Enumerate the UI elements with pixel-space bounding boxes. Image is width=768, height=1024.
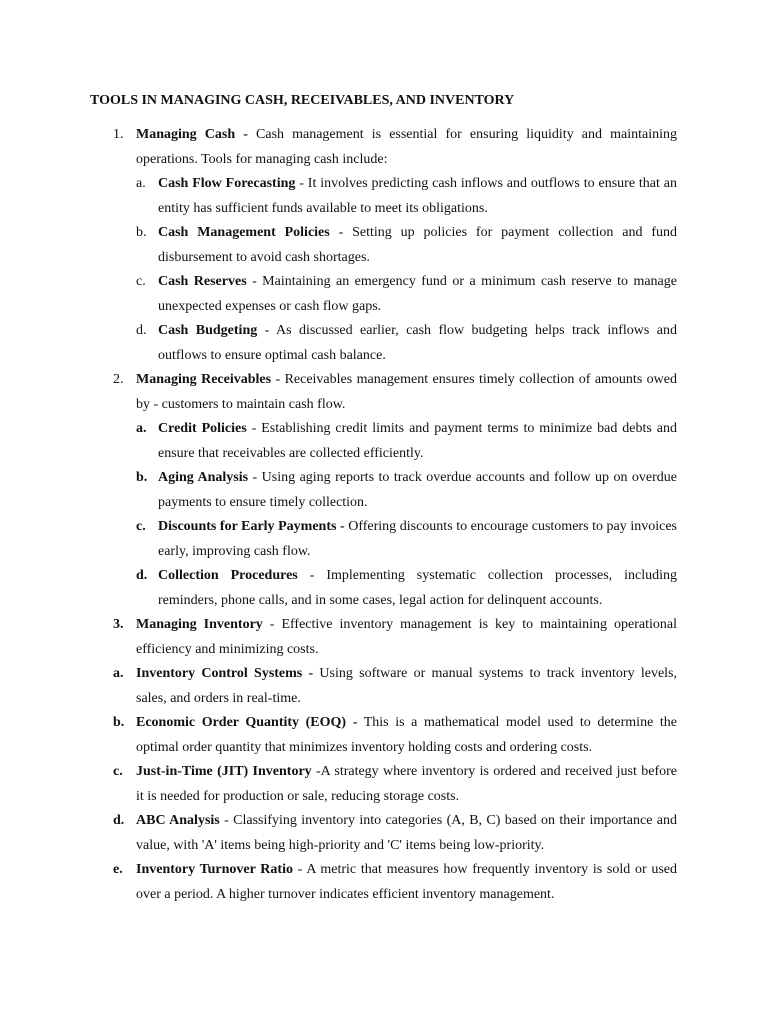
list-marker: d. <box>136 568 148 583</box>
section-text: Cash management is essential for ensuring liquidity and maintaining operations. Tools for managing cash include: <box>136 127 677 167</box>
item-heading: Inventory Turnover Ratio <box>136 862 293 877</box>
item-text: - Setting up policies for payment collection and fund disbursement to avoid cash shortages. <box>158 225 678 265</box>
section-heading: Managing Inventory <box>136 617 263 632</box>
list-item <box>136 564 677 613</box>
item-text: - As discussed earlier, cash flow budgeting helps track inflows and outflows to ensure optimal cash balance. <box>158 323 677 363</box>
item-heading: Discounts for Early Payments - <box>158 519 345 534</box>
document-title: TOOLS IN MANAGING CASH, RECEIVABLES, AND INVENTORY <box>90 93 515 108</box>
list-marker: b. <box>136 225 147 240</box>
item-heading: Cash Flow Forecasting <box>158 176 296 191</box>
list-marker: d. <box>113 813 125 828</box>
item-heading: Cash Management Policies <box>158 225 330 240</box>
item-text: - Using aging reports to track overdue accounts and follow up on overdue payments to ensure timely collection. <box>158 470 677 510</box>
section-text: - Effective inventory management is key to maintaining operational efficiency and minimizing costs. <box>136 617 677 657</box>
item-heading: Inventory Control Systems - <box>136 666 314 681</box>
list-marker: 3. <box>113 617 124 632</box>
list-item <box>136 466 677 515</box>
item-text: - It involves predicting cash inflows and outflows to ensure that an entity has sufficient funds available to meet its obligations. <box>158 176 678 216</box>
list-item <box>136 172 678 221</box>
item-heading: Economic Order Quantity (EOQ) - <box>136 715 358 730</box>
item-heading: Credit Policies <box>158 421 247 436</box>
item-heading: Cash Budgeting <box>158 323 258 338</box>
list-marker: a. <box>136 421 147 436</box>
item-text: This is a mathematical model used to determine the optimal order quantity that minimizes inventory holding costs and ordering costs. <box>136 715 677 755</box>
list-item <box>136 319 677 368</box>
list-item <box>113 858 677 907</box>
list-marker: a. <box>113 666 124 681</box>
list-item <box>113 711 677 760</box>
item-heading: Cash Reserves <box>158 274 247 289</box>
list-item <box>113 809 678 858</box>
item-text: - Implementing systematic collection processes, including reminders, phone calls, and in some cases, legal action for delinquent accounts. <box>158 568 677 608</box>
list-marker: d. <box>136 323 147 338</box>
list-marker: e. <box>113 862 123 877</box>
list-item <box>136 270 677 319</box>
list-item <box>136 417 677 466</box>
list-item <box>113 760 677 809</box>
item-text: - Maintaining an emergency fund or a minimum cash reserve to manage unexpected expenses or cash flow gaps. <box>158 274 677 314</box>
item-heading: Aging Analysis <box>158 470 249 485</box>
item-heading: Just-in-Time (JIT) Inventory <box>136 764 312 779</box>
list-item <box>136 515 677 564</box>
list-marker: c. <box>113 764 123 779</box>
item-text: - Establishing credit limits and payment terms to minimize bad debts and ensure that receivables are collected efficiently. <box>158 421 677 461</box>
section-managing-receivables <box>113 368 677 417</box>
list-item <box>113 662 677 711</box>
list-marker: a. <box>136 176 146 191</box>
item-heading: ABC Analysis <box>136 813 220 828</box>
item-text: -A strategy where inventory is ordered and received just before it is needed for production or sale, reducing storage costs. <box>136 764 677 804</box>
item-text: Using software or manual systems to track inventory levels, sales, and orders in real-time. <box>136 666 677 706</box>
list-marker: b. <box>136 470 148 485</box>
list-item <box>136 221 678 270</box>
section-managing-cash <box>113 123 677 172</box>
list-marker: c. <box>136 274 146 289</box>
section-heading: Managing Cash - <box>136 127 248 142</box>
list-marker: 2. <box>113 372 124 387</box>
section-text: - Receivables management ensures timely collection of amounts owed by - customers to maintain cash flow. <box>136 372 677 412</box>
item-text: - Classifying inventory into categories (A, B, C) based on their importance and value, with 'A' items being high-priority and 'C' items being low-priority. <box>136 813 678 853</box>
section-heading: Managing Receivables <box>136 372 272 387</box>
item-text: - A metric that measures how frequently inventory is sold or used over a period. A higher turnover indicates efficient inventory management. <box>136 862 677 902</box>
item-text: Offering discounts to encourage customers to pay invoices early, improving cash flow. <box>158 519 677 559</box>
section-managing-inventory <box>113 613 677 662</box>
list-marker: c. <box>136 519 146 534</box>
list-marker: 1. <box>113 127 124 142</box>
list-marker: b. <box>113 715 125 730</box>
item-heading: Collection Procedures <box>158 568 298 583</box>
